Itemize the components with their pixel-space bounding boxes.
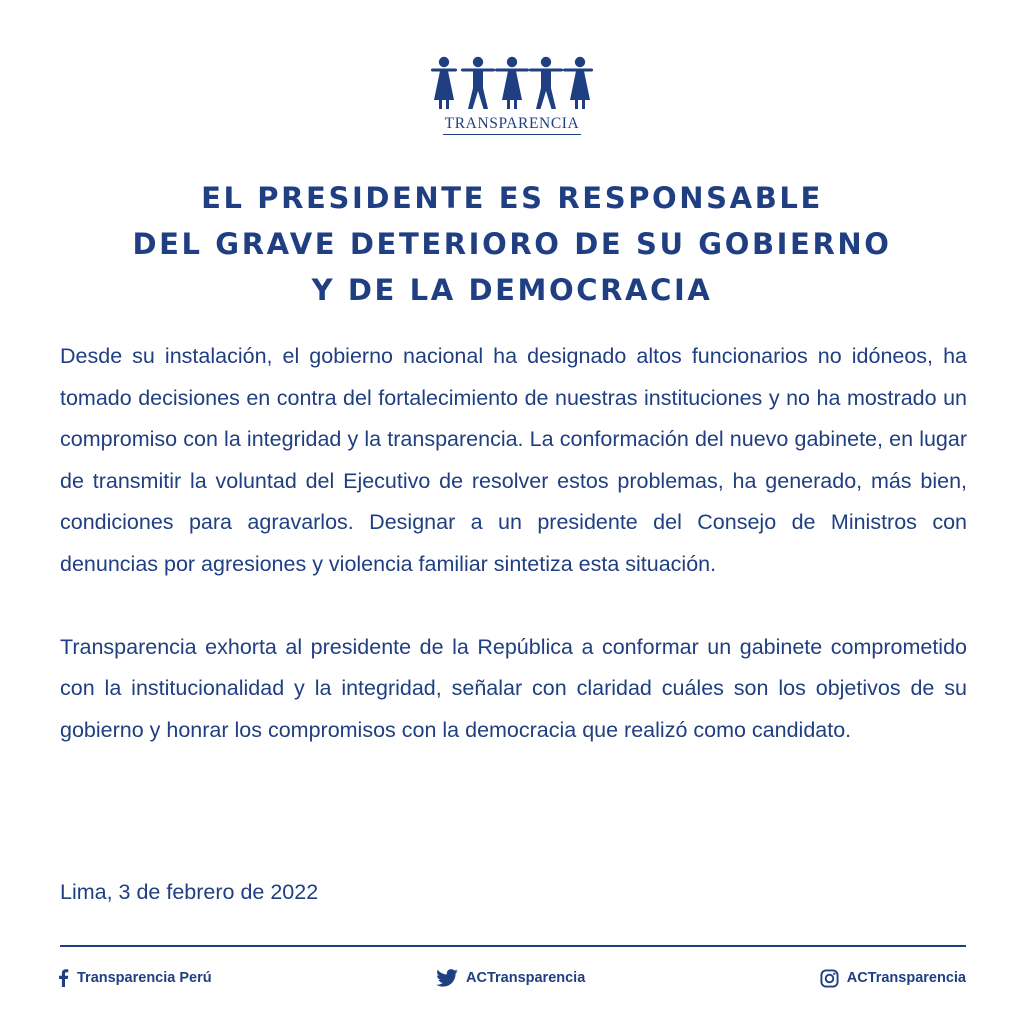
instagram-icon: [820, 969, 839, 988]
instagram-link[interactable]: [820, 966, 966, 990]
instagram-label: ACTransparencia: [846, 970, 966, 986]
paragraph: Transparencia exhorta al presidente de la República a conformar un gabinete comprometido con la institucionalidad y la integridad, señalar con claridad cuáles son los objetivos de su gobierno y honrar los compromisos con la democracia que realizó como candidato.: [60, 634, 967, 742]
title-line: EL PRESIDENTE ES RESPONSABLE: [201, 181, 823, 215]
statement-date: Lima, 3 de febrero de 2022: [60, 880, 319, 904]
statement-body: [60, 336, 967, 751]
paragraph: Desde su instalación, el gobierno nacional ha designado altos funcionarios no idóneos, ha tomado decisiones en contra del fortalecimiento de nuestras instituciones y no ha mostrado un compromiso con la integridad y la transparencia. La conformación del nuevo gabinete, en lugar de transmitir la voluntad del Ejecutivo de resolver estos problemas, ha generado, más bien, condiciones para agravarlos. Designar a un presidente del Consejo de Ministros con denuncias por agresiones y violencia familiar sintetiza esta situación.: [60, 344, 967, 576]
title-line: Y DE LA DEMOCRACIA: [311, 273, 713, 307]
twitter-link[interactable]: [436, 966, 585, 990]
facebook-label: Transparencia Perú: [77, 970, 212, 986]
logo: [0, 56, 1024, 135]
title-line: DEL GRAVE DETERIORO DE SU GOBIERNO: [132, 227, 892, 261]
facebook-icon: [58, 969, 69, 987]
logo-wordmark: TRANSPARENCIA: [443, 116, 582, 135]
footer-divider: [60, 945, 966, 947]
people-logo-icon: [431, 56, 593, 110]
twitter-label: ACTransparencia: [466, 970, 586, 986]
statement-title: [0, 175, 1024, 313]
facebook-link[interactable]: [58, 966, 212, 990]
twitter-icon: [436, 969, 458, 987]
